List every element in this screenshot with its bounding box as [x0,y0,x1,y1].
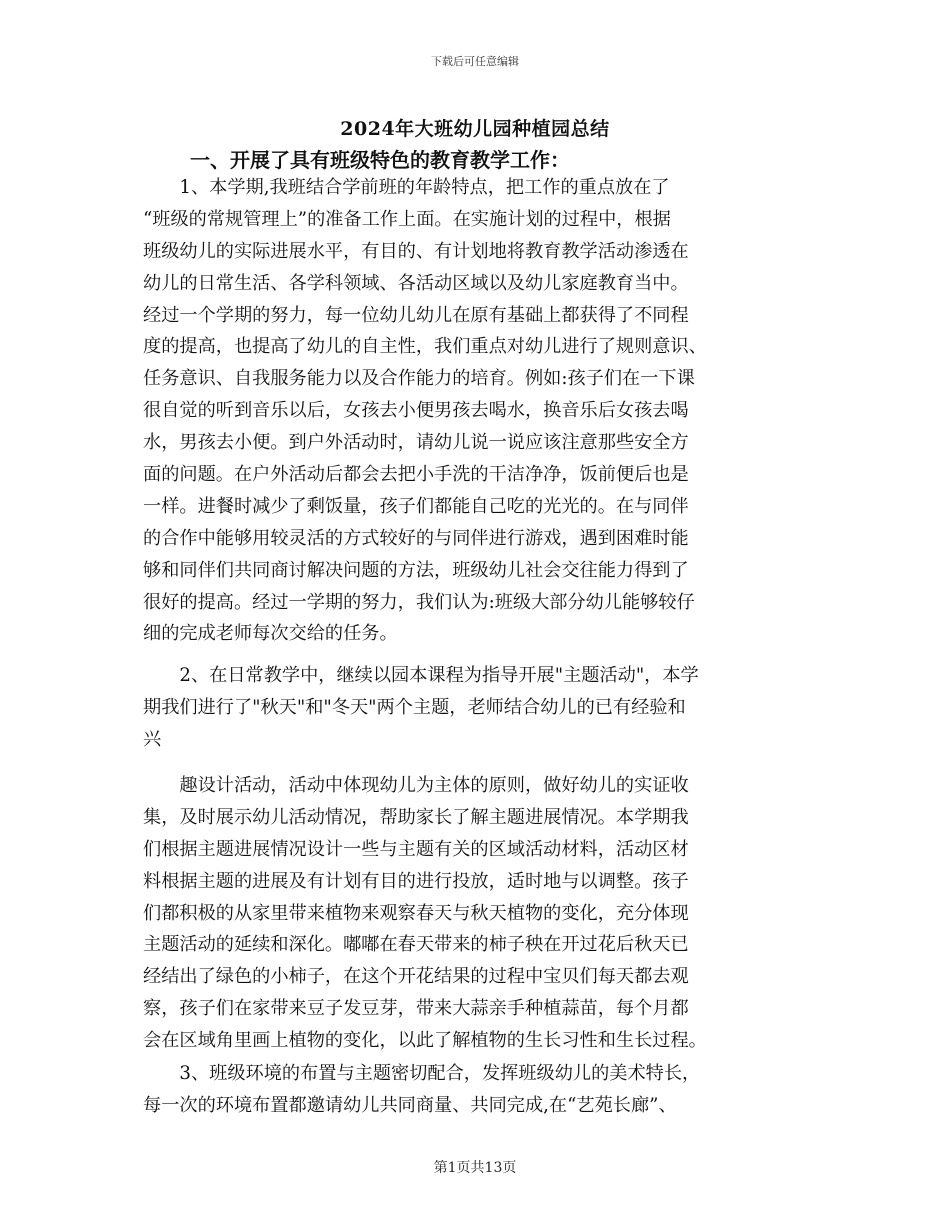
text-line: 够和同伴们共同商讨解决问题的方法，班级幼儿社会交往能力得到了 [143,559,689,581]
text-line: 察，孩子们在家带来豆子发豆芽，带来大蒜亲手种植蒜苗，每个月都 [143,998,689,1020]
text-line: 的合作中能够用较灵活的方式较好的与同伴进行游戏，遇到困难时能 [143,527,689,549]
text-line: 趣设计活动，活动中体现幼儿为主体的原则，做好幼儿的实证收 [143,775,689,796]
text-line: 幼儿的日常生活、各学科领域、各活动区域以及幼儿家庭教育当中。 [143,272,689,294]
text-line: 们都积极的从家里带来植物来观察春天与秋天植物的变化，充分体现 [143,902,689,924]
text-line: 经结出了绿色的小柿子，在这个开花结果的过程中宝贝们每天都去观 [143,966,689,988]
text-line: 细的完成老师每次交给的任务。 [143,623,398,645]
text-line: 任务意识、自我服务能力以及合作能力的培育。例如:孩子们在一下课 [143,368,695,390]
text-line: 每一次的环境布置都邀请幼儿共同商量、共同完成,在“艺苑长廊”、 [143,1094,677,1116]
text-line: 会在区域角里画上植物的变化，以此了解植物的生长习性和生长过程。 [143,1030,707,1052]
text-line: 很好的提高。经过一学期的努力，我们认为:班级大部分幼儿能够较仔 [143,591,695,613]
text-line: 很自觉的听到音乐以后，女孩去小便男孩去喝水，换音乐后女孩去喝 [143,400,689,422]
text-line: 班级幼儿的实际进展水平，有目的、有计划地将教育教学活动渗透在 [143,240,689,262]
text-line: 3、班级环境的布置与主题密切配合，发挥班级幼儿的美术特长， [143,1063,701,1084]
paragraph-4 [143,1058,808,1122]
text-line: 2、在日常教学中，继续以园本课程为指导开展"主题活动"，本学 [143,665,699,686]
text-line: 主题活动的延续和深化。嘟嘟在春天带来的柿子秧在开过花后秋天已 [143,934,689,956]
paragraph-2 [143,660,808,756]
text-line: 一样。进餐时减少了剩饭量，孩子们都能自己吃的光光的。在与同伴 [143,495,689,517]
page-number-footer: 第1页共13页 [433,1160,517,1176]
text-line: 1、本学期,我班结合学前班的年龄特点，把工作的重点放在了 [143,177,670,198]
paragraph-3 [143,770,808,1057]
text-line: 们根据主题进展情况设计一些与主题有关的区域活动材料，活动区材 [143,838,689,860]
text-line: 面的问题。在户外活动后都会去把小手洗的干洁净净，饭前便后也是 [143,464,689,486]
paragraph-1 [143,172,808,650]
document-title: 2024年大班幼儿园种植园总结 [340,118,610,140]
text-line: 经过一个学期的努力，每一位幼儿幼儿在原有基础上都获得了不同程 [143,304,689,326]
text-line: 度的提高，也提高了幼儿的自主性，我们重点对幼儿进行了规则意识、 [143,336,707,358]
text-line: 水，男孩去小便。到户外活动时，请幼儿说一说应该注意那些安全方 [143,432,689,454]
section-heading: 一、开展了具有班级特色的教育教学工作： [190,148,570,172]
text-line: 集，及时展示幼儿活动情况，帮助家长了解主题进展情况。本学期我 [143,806,689,828]
text-line: 兴 [143,728,162,750]
text-line: 期我们进行了"秋天"和"冬天"两个主题，老师结合幼儿的已有经验和 [143,696,686,718]
page-header-note: 下载后可任意编辑 [431,55,519,68]
text-line: “班级的常规管理上”的准备工作上面。在实施计划的过程中，根据 [143,208,671,230]
text-line: 料根据主题的进展及有计划有目的进行投放，适时地与以调整。孩子 [143,870,689,892]
